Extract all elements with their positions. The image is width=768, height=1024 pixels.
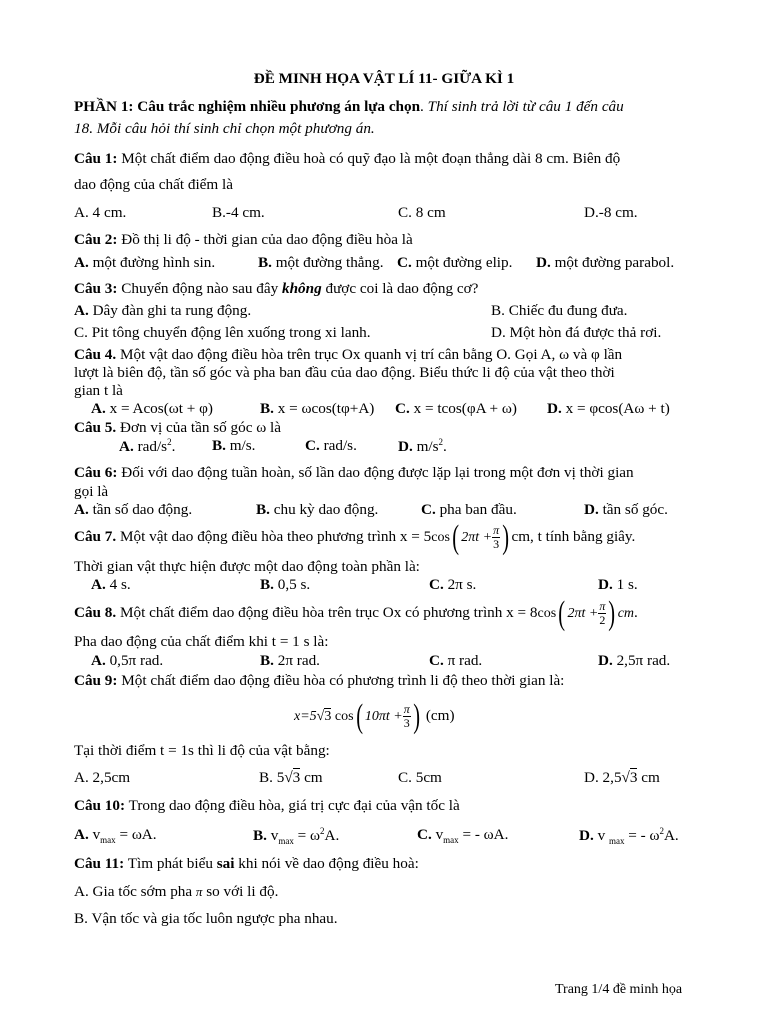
q5-option-a: A. rad/$s^2$. xyxy=(119,437,176,456)
q9-equation: x=5√3 cos( 10πt + $\frac{\pi}{3}$ ) (cm) xyxy=(294,697,455,735)
q5-option-d: D. $m/s^2$. xyxy=(398,437,447,456)
q1-option-b: B.-4 cm. xyxy=(212,204,265,221)
q6-label: Câu 6: xyxy=(74,464,118,481)
q1-text: Một chất điểm dao động điều hoà có quỹ đạo là một đoạn thẳng dài 8 cm. Biên độ xyxy=(117,150,621,167)
part1-instruction: Thí sinh trả lời từ câu 1 đến câu xyxy=(427,98,624,115)
part1-sep: . xyxy=(420,98,428,115)
q9-option-d: D. 2,5√3 cm xyxy=(584,769,660,786)
q1-label: Câu 1: xyxy=(74,150,118,167)
part1-heading xyxy=(74,98,624,115)
question-9-cont: Tại thời điểm t = 1s thì li độ của vật bằng: xyxy=(74,742,330,759)
q11-emphasis: sai xyxy=(216,855,235,872)
question-2 xyxy=(74,231,413,248)
question-1 xyxy=(74,150,620,167)
q8-label: Câu 8. xyxy=(74,604,117,621)
question-8-cont: Pha dao động của chất điểm khi t = 1 s là: xyxy=(74,633,329,650)
question-6: Câu 6: Đối với dao động tuần hoàn, số lần dao động được lặp lại trong một đơn vị thời gian xyxy=(74,464,634,481)
q9-option-c: C. 5cm xyxy=(398,769,442,786)
q10-option-a: A. $v_{max} = \omega A$. xyxy=(74,826,157,846)
q6-option-d: D. tần số góc. xyxy=(584,501,668,518)
q11-option-b: B. Vận tốc và gia tốc luôn ngược pha nhau. xyxy=(74,910,338,927)
q4-option-a: A. x = Acos(ωt + φ) xyxy=(91,400,213,417)
question-9: Câu 9: Một chất điểm dao động điều hòa có phương trình li độ theo thời gian là: xyxy=(74,672,565,689)
q3-emphasis: không xyxy=(281,280,322,297)
q1-option-c: C. 8 cm xyxy=(398,204,446,221)
q8-option-a: A. 0,5π rad. xyxy=(91,652,164,669)
q1-text-2: dao động của chất điểm là xyxy=(74,176,233,193)
q8-option-b: B. 2π rad. xyxy=(260,652,320,669)
q2-text: Đồ thị li độ - thời gian của dao động điều hòa là xyxy=(117,231,413,248)
q9-option-a: A. 2,5cm xyxy=(74,769,131,786)
q3-option-a: A. Dây đàn ghi ta rung động. xyxy=(74,302,252,319)
q1-option-d: D.-8 cm. xyxy=(584,204,638,221)
q3-option-c: C. Pit tông chuyển động lên xuống trong xi lanh. xyxy=(74,324,371,341)
q10-option-b: B. $v_{max} = \omega^2A$. xyxy=(253,826,340,847)
q7-label: Câu 7. xyxy=(74,528,117,545)
part1-instruction-cont xyxy=(74,120,375,137)
q2-label: Câu 2: xyxy=(74,231,118,248)
q10-option-c: C. $v_{max}$ = - ωA. xyxy=(417,826,509,846)
part1-label: PHẦN 1: Câu trắc nghiệm nhiều phương án lựa chọn xyxy=(74,98,421,115)
q5-option-b: B. m/s. xyxy=(212,437,256,454)
question-4-cont-2: gian t là xyxy=(74,382,123,399)
q7-option-a: A. 4 s. xyxy=(91,576,131,593)
q3-option-b: B. Chiếc đu đung đưa. xyxy=(491,302,628,319)
q6-option-b: B. chu kỳ dao động. xyxy=(256,501,379,518)
q3-label: Câu 3: xyxy=(74,280,118,297)
q10-option-d: D. v $_{max}$ = - $\omega^2A$. xyxy=(579,826,679,847)
question-11: Câu 11: Tìm phát biểu sai khi nói về dao động điều hoà: xyxy=(74,855,419,872)
question-5: Câu 5. Đơn vị của tần số góc ω là xyxy=(74,419,282,436)
q11-option-a: A. Gia tốc sớm pha π so với li độ. xyxy=(74,883,279,900)
question-6-cont: gọi là xyxy=(74,483,109,500)
question-3: Câu 3: Chuyển động nào sau đây không được coi là dao động cơ? xyxy=(74,280,479,297)
q4-label: Câu 4. xyxy=(74,346,117,363)
question-4-cont: lượt là biên độ, tần số góc và pha ban đầu của dao động. Biểu thức li độ của vật theo thời xyxy=(74,364,615,381)
q7-equation: cos( 2πt + $\frac{\pi}{3}$ ) xyxy=(431,518,510,556)
question-4: Câu 4. Một vật dao động điều hòa trên trục Ox quanh vị trí cân bằng O. Gọi A, ω và φ lần xyxy=(74,346,623,363)
question-7: Câu 7. Một vật dao động điều hòa theo phương trình x = 5cos( 2πt + $\frac{\pi}{3}$ ) cm, t tính bằng giây. xyxy=(74,518,636,556)
q7-option-c: C. 2π s. xyxy=(429,576,477,593)
q5-label: Câu 5. xyxy=(74,419,117,436)
q2-option-d: D. một đường parabol. xyxy=(536,254,675,271)
q2-option-c: C. một đường elip. xyxy=(397,254,513,271)
q7-option-b: B. 0,5 s. xyxy=(260,576,311,593)
q2-option-a: A. một đường hình sin. xyxy=(74,254,216,271)
page-title: ĐỀ MINH HỌA VẬT LÍ 11- GIỮA KÌ 1 xyxy=(253,70,515,87)
q8-option-c: C. π rad. xyxy=(429,652,483,669)
q8-equation: cos( 2πt + $\frac{\pi}{2}$ ) cm xyxy=(537,594,635,632)
q1-option-a: A. 4 cm. xyxy=(74,204,127,221)
part1-instruction-2: 18. Mỗi câu hỏi thí sinh chỉ chọn một phương án. xyxy=(74,120,375,137)
question-10: Câu 10: Trong dao động điều hòa, giá trị cực đại của vận tốc là xyxy=(74,797,460,814)
q9-option-b: B. 5√3 cm xyxy=(259,769,323,786)
q4-option-d: D. x = φcos(Aω + t) xyxy=(547,400,670,417)
q2-option-b: B. một đường thẳng. xyxy=(258,254,384,271)
q7-option-d: D. 1 s. xyxy=(598,576,638,593)
question-1-cont xyxy=(74,176,233,193)
question-7-cont: Thời gian vật thực hiện được một dao động toàn phần là: xyxy=(74,558,420,575)
page-footer: Trang 1/4 đề minh họa xyxy=(555,982,683,997)
question-8: Câu 8. Một chất điểm dao động điều hòa trên trục Ox có phương trình x = 8cos( 2πt + $\frac{\pi}{2}$ ) cm. xyxy=(74,594,638,632)
q11-label: Câu 11: xyxy=(74,855,125,872)
q8-option-d: D. 2,5π rad. xyxy=(598,652,671,669)
q9-label: Câu 9: xyxy=(74,672,118,689)
q5-option-c: C. rad/s. xyxy=(305,437,357,454)
q6-option-a: A. tần số dao động. xyxy=(74,501,193,518)
q3-option-d: D. Một hòn đá được thả rơi. xyxy=(491,324,662,341)
q4-option-b: B. x = ωcos(tφ+A) xyxy=(260,400,375,417)
q6-option-c: C. pha ban đầu. xyxy=(421,501,517,518)
q10-label: Câu 10: xyxy=(74,797,126,814)
q4-option-c: C. x = tcos(φA + ω) xyxy=(395,400,517,417)
